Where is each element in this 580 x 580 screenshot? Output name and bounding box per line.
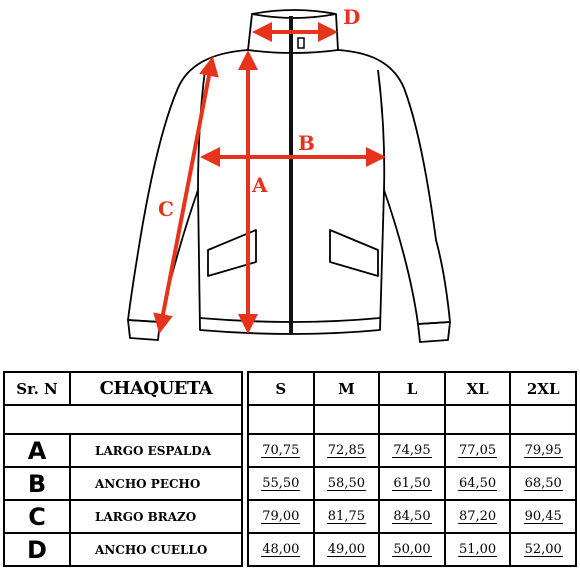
row-name: ANCHO CUELLO: [70, 533, 242, 566]
label-b: B: [298, 131, 315, 155]
value-cell: 74,95: [379, 434, 445, 467]
header-chaqueta: CHAQUETA: [70, 372, 242, 405]
value-cell: 55,50: [248, 467, 314, 500]
value-cell: 49,00: [314, 533, 380, 566]
label-d: D: [343, 5, 361, 29]
blank-cell: [248, 405, 314, 434]
value-cell: 64,50: [445, 467, 511, 500]
value-cell: 79,95: [510, 434, 576, 467]
row-name: LARGO ESPALDA: [70, 434, 242, 467]
header-sr: Sr. N: [4, 372, 70, 405]
value-cell: 58,50: [314, 467, 380, 500]
row-letter: C: [4, 500, 70, 533]
value-cell: 81,75: [314, 500, 380, 533]
value-cell: 84,50: [379, 500, 445, 533]
blank-cell: [445, 405, 511, 434]
blank-cell: [314, 405, 380, 434]
value-cell: 90,45: [510, 500, 576, 533]
blank-cell: [510, 405, 576, 434]
row-name: LARGO BRAZO: [70, 500, 242, 533]
value-cell: 50,00: [379, 533, 445, 566]
left-cuff: [128, 320, 160, 340]
size-header: S: [248, 372, 314, 405]
size-header: L: [379, 372, 445, 405]
size-header: M: [314, 372, 380, 405]
value-cell: 52,00: [510, 533, 576, 566]
label-c: C: [158, 197, 174, 221]
row-letter: A: [4, 434, 70, 467]
value-cell: 87,20: [445, 500, 511, 533]
value-cell: 77,05: [445, 434, 511, 467]
row-name: ANCHO PECHO: [70, 467, 242, 500]
value-cell: 79,00: [248, 500, 314, 533]
size-header: 2XL: [510, 372, 576, 405]
value-cell: 61,50: [379, 467, 445, 500]
size-header: XL: [445, 372, 511, 405]
row-letter: B: [4, 467, 70, 500]
blank-cell: [379, 405, 445, 434]
row-letter: D: [4, 533, 70, 566]
value-cell: 51,00: [445, 533, 511, 566]
size-values-table: [247, 371, 577, 567]
right-cuff: [418, 322, 450, 342]
value-cell: 72,85: [314, 434, 380, 467]
measurement-names-table: [3, 371, 243, 567]
label-a: A: [252, 173, 268, 197]
arrow-c: [160, 60, 212, 330]
value-cell: 70,75: [248, 434, 314, 467]
blank-row: [4, 405, 242, 434]
value-cell: 48,00: [248, 533, 314, 566]
right-pocket: [330, 230, 378, 276]
size-chart: [0, 367, 580, 580]
value-cell: 68,50: [510, 467, 576, 500]
